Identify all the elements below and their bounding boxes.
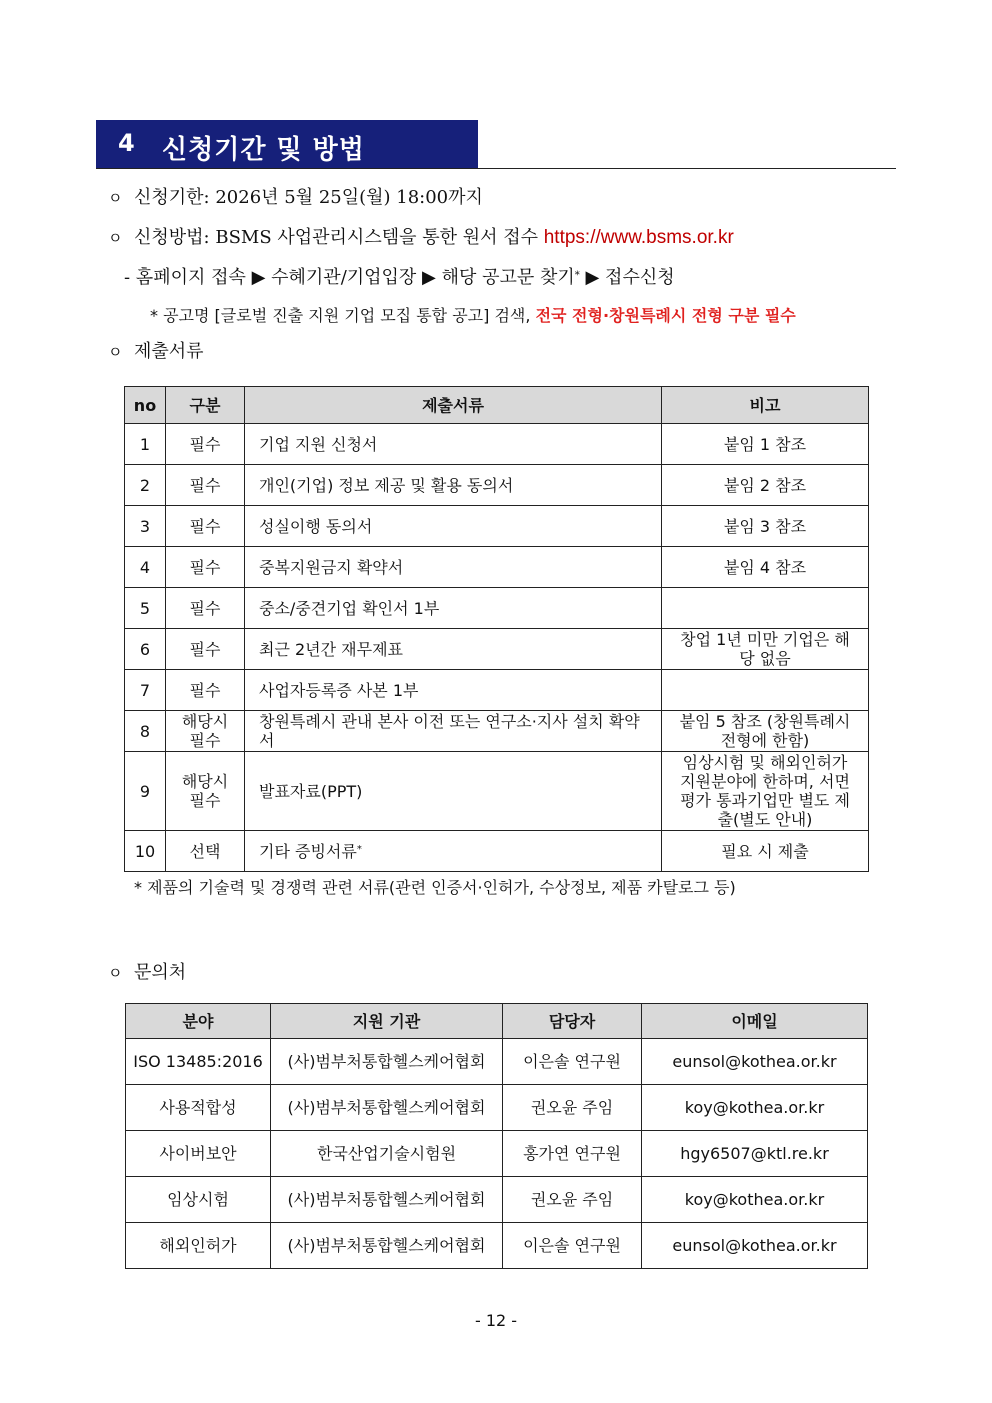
steps-sup: * xyxy=(574,270,580,281)
bullet-deadline xyxy=(108,186,483,210)
cell-person: 권오윤 주임 xyxy=(503,1085,642,1131)
bsms-link[interactable]: https://www.bsms.or.kr xyxy=(543,227,734,248)
method-steps xyxy=(124,266,675,290)
table-row xyxy=(125,465,869,506)
cell-type: 필수 xyxy=(166,670,245,711)
cell-org: (사)범부처통합헬스케어협회 xyxy=(271,1223,503,1269)
cell-no: 2 xyxy=(125,465,166,506)
cell-no: 1 xyxy=(125,424,166,465)
bullet-method xyxy=(108,226,734,250)
table-header-row xyxy=(125,387,869,424)
cell-no: 4 xyxy=(125,547,166,588)
cell-note: 창업 1년 미만 기업은 해당 없음 xyxy=(662,629,869,670)
steps-suffix: ▶ 접수신청 xyxy=(579,267,675,288)
table-row xyxy=(125,629,869,670)
table-row xyxy=(125,547,869,588)
contacts-table xyxy=(125,1003,868,1269)
table-row xyxy=(126,1039,868,1085)
section-divider xyxy=(96,168,896,169)
col-header: 제출서류 xyxy=(245,387,662,424)
deadline-text: 신청기한: 2026년 5월 25일(월) 18:00까지 xyxy=(134,187,483,208)
table-row xyxy=(126,1177,868,1223)
cell-email[interactable]: koy@kothea.or.kr xyxy=(642,1177,868,1223)
cell-note: 필요 시 제출 xyxy=(662,831,869,872)
col-header: 이메일 xyxy=(642,1004,868,1039)
section-header xyxy=(96,120,478,168)
col-header: 비고 xyxy=(662,387,869,424)
table-row xyxy=(126,1085,868,1131)
table-row xyxy=(125,752,869,831)
cell-no: 5 xyxy=(125,588,166,629)
cell-email[interactable]: koy@kothea.or.kr xyxy=(642,1085,868,1131)
note-normal: * 공고명 [글로벌 진출 지원 기업 모집 통합 공고] 검색, xyxy=(150,306,536,325)
table-row xyxy=(126,1131,868,1177)
bullet-mark: ㅇ xyxy=(108,229,123,247)
bullet-mark: ㅇ xyxy=(108,964,123,982)
cell-note xyxy=(662,588,869,629)
col-header: 담당자 xyxy=(503,1004,642,1039)
cell-type: 필수 xyxy=(166,506,245,547)
cell-no: 3 xyxy=(125,506,166,547)
col-header: no xyxy=(125,387,166,424)
docs-footnote: * 제품의 기술력 및 경쟁력 관련 서류(관련 인증서·인허가, 수상정보, 제품 카탈로그 등) xyxy=(134,878,736,897)
cell-type: 선택 xyxy=(166,831,245,872)
cell-doc: 개인(기업) 정보 제공 및 활용 동의서 xyxy=(245,465,662,506)
cell-doc: 성실이행 동의서 xyxy=(245,506,662,547)
bullet-mark: ㅇ xyxy=(108,343,123,361)
cell-field: 사이버보안 xyxy=(126,1131,271,1177)
cell-no: 6 xyxy=(125,629,166,670)
cell-type: 필수 xyxy=(166,547,245,588)
page-number: - 12 - xyxy=(474,1311,518,1330)
bullet-contacts xyxy=(108,961,186,985)
table-row xyxy=(125,831,869,872)
cell-field: ISO 13485:2016 xyxy=(126,1039,271,1085)
doc-text: 기타 증빙서류 xyxy=(259,841,357,861)
table-header-row xyxy=(126,1004,868,1039)
cell-field: 임상시험 xyxy=(126,1177,271,1223)
bullet-mark: ㅇ xyxy=(108,189,123,207)
col-header: 구분 xyxy=(166,387,245,424)
col-header: 분야 xyxy=(126,1004,271,1039)
cell-doc: 최근 2년간 재무제표 xyxy=(245,629,662,670)
cell-note: 붙임 3 참조 xyxy=(662,506,869,547)
cell-note: 붙임 1 참조 xyxy=(662,424,869,465)
cell-no: 8 xyxy=(125,711,166,752)
cell-person: 이은솔 연구원 xyxy=(503,1223,642,1269)
section-title: 신청기간 및 방법 xyxy=(162,135,365,165)
cell-doc: 발표자료(PPT) xyxy=(245,752,662,831)
table-row xyxy=(125,711,869,752)
cell-note: 임상시험 및 해외인허가 지원분야에 한하며, 서면평가 통과기업만 별도 제출(별도 안내) xyxy=(662,752,869,831)
doc-sup: * xyxy=(356,843,362,855)
cell-person: 이은솔 연구원 xyxy=(503,1039,642,1085)
cell-note: 붙임 2 참조 xyxy=(662,465,869,506)
cell-note: 붙임 5 참조 (창원특례시 전형에 한함) xyxy=(662,711,869,752)
cell-person: 홍가연 연구원 xyxy=(503,1131,642,1177)
cell-type: 필수 xyxy=(166,588,245,629)
cell-doc: 중복지원금지 확약서 xyxy=(245,547,662,588)
table-row xyxy=(126,1223,868,1269)
cell-no: 10 xyxy=(125,831,166,872)
cell-type: 필수 xyxy=(166,629,245,670)
cell-org: (사)범부처통합헬스케어협회 xyxy=(271,1177,503,1223)
cell-doc: 중소/중견기업 확인서 1부 xyxy=(245,588,662,629)
section-number: 4 xyxy=(118,129,135,157)
documents-label: 제출서류 xyxy=(134,341,204,362)
table-row xyxy=(125,588,869,629)
cell-doc xyxy=(245,831,662,872)
cell-note xyxy=(662,670,869,711)
cell-note: 붙임 4 참조 xyxy=(662,547,869,588)
cell-type: 필수 xyxy=(166,465,245,506)
cell-email[interactable]: eunsol@kothea.or.kr xyxy=(642,1039,868,1085)
cell-type: 해당시 필수 xyxy=(166,752,245,831)
cell-no: 7 xyxy=(125,670,166,711)
cell-email[interactable]: hgy6507@ktl.re.kr xyxy=(642,1131,868,1177)
cell-no: 9 xyxy=(125,752,166,831)
cell-doc: 창원특례시 관내 본사 이전 또는 연구소·지사 설치 확약서 xyxy=(245,711,662,752)
bullet-documents xyxy=(108,340,204,364)
note-red: 전국 전형·창원특례시 전형 구분 필수 xyxy=(535,306,796,325)
contacts-label: 문의처 xyxy=(134,962,187,983)
cell-org: (사)범부처통합헬스케어협회 xyxy=(271,1039,503,1085)
table-row xyxy=(125,670,869,711)
method-note xyxy=(150,304,796,328)
steps-prefix: - 홈페이지 접속 ▶ 수혜기관/기업입장 ▶ 해당 공고문 찾기 xyxy=(124,267,575,288)
documents-table xyxy=(124,386,869,872)
cell-person: 권오윤 주임 xyxy=(503,1177,642,1223)
cell-org: (사)범부처통합헬스케어협회 xyxy=(271,1085,503,1131)
cell-field: 해외인허가 xyxy=(126,1223,271,1269)
table-row xyxy=(125,424,869,465)
cell-doc: 기업 지원 신청서 xyxy=(245,424,662,465)
cell-org: 한국산업기술시험원 xyxy=(271,1131,503,1177)
cell-doc: 사업자등록증 사본 1부 xyxy=(245,670,662,711)
method-text: 신청방법: BSMS 사업관리시스템을 통한 원서 접수 xyxy=(134,227,538,248)
cell-type: 필수 xyxy=(166,424,245,465)
col-header: 지원 기관 xyxy=(271,1004,503,1039)
cell-type: 해당시 필수 xyxy=(166,711,245,752)
table-row xyxy=(125,506,869,547)
cell-email[interactable]: eunsol@kothea.or.kr xyxy=(642,1223,868,1269)
cell-field: 사용적합성 xyxy=(126,1085,271,1131)
